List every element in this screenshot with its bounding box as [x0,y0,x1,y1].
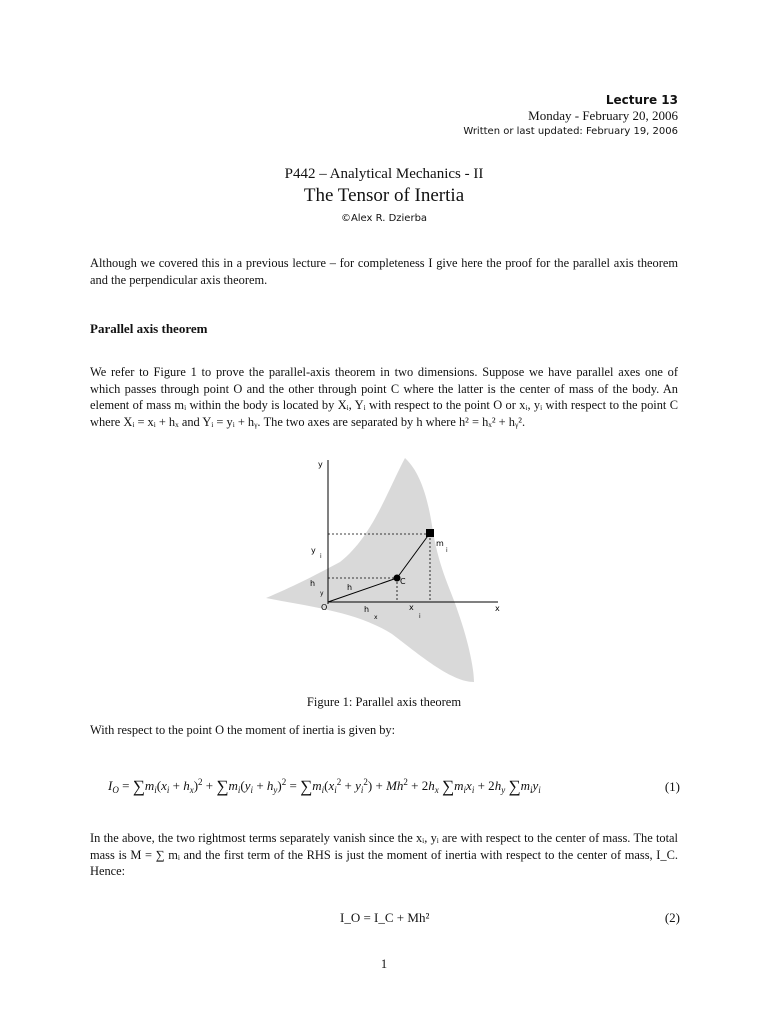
lecture-header [463,92,678,140]
mass-element [426,529,434,537]
author: ©Alex R. Dzierba [340,213,428,224]
body-shape [266,458,474,682]
yi-sub-label: i [320,553,322,560]
hy-sub-label: y [320,590,324,597]
parallel-axis-figure [262,452,512,687]
equation-2 [90,910,680,932]
hx-label: h [364,605,370,614]
section-heading: Parallel axis theorem [90,321,208,336]
yi-label: y [311,546,316,555]
c-label: C [400,577,406,586]
last-updated: Written or last updated: February 19, 2006 [463,126,678,137]
x-axis-label: x [495,604,500,613]
equation-2-number: (2) [664,910,680,925]
figure-caption: Figure 1: Parallel axis theorem [306,695,462,709]
xi-sub-label: i [419,613,421,620]
title-block [0,164,768,228]
origin-label: O [321,603,328,612]
mi-label: m [436,539,444,548]
paragraph-1: We refer to Figure 1 to prove the parallel-axis theorem in two dimensions. Suppose we have parallel axes one of which passes through point O and the other through point C where the latter is the center of mass of the body. An element of mass mᵢ within the body is located by Xᵢ, Yᵢ with respect to the point O or xᵢ, yᵢ with respect to the point C where Xᵢ = xᵢ + hₓ and Yᵢ = yᵢ + hᵧ. The two axes are separated by h where h² = hₓ² + hᵧ². [90,365,678,429]
course-title: P442 – Analytical Mechanics - II [284,166,484,182]
document-title: The Tensor of Inertia [303,185,465,206]
hx-sub-label: x [374,614,378,621]
y-axis-label: y [318,460,323,469]
lecture-date: Monday - February 20, 2006 [528,108,678,123]
xi-label: x [409,603,414,612]
equation-1 [90,773,680,813]
equation-1-body: $I_O = \sum m_i(x_i + h_x)^2 + \sum m_i(y_i + h_y)^2 = \sum m_i(x_i^2 + y_i^2) + Mh^2 + 2h_x$ $\sum m_ix_i + 2h_y$ $\sum m_iy_i$ [108,777,541,796]
lecture-number: Lecture 13 [605,93,678,107]
paragraph-2: With respect to the point O the moment of inertia is given by: [90,723,396,737]
page-number: 1 [380,957,388,971]
hy-label: h [310,579,316,588]
mi-sub-label: i [446,547,448,554]
h-label: h [347,583,353,592]
equation-1-number: (1) [664,779,680,794]
paragraph-3: In the above, the two rightmost terms separately vanish since the xᵢ, yᵢ are with respect to the center of mass. The total mass is M = ∑ mᵢ and the first term of the RHS is just the moment of inertia with respect to the center of mass, I_C. Hence: [90,831,678,878]
intro-paragraph: Although we covered this in a previous lecture – for completeness I give here the proof for the parallel axis theorem and the perpendicular axis theorem. [90,256,678,287]
equation-2-body: I_O = I_C + Mh² [340,910,430,925]
